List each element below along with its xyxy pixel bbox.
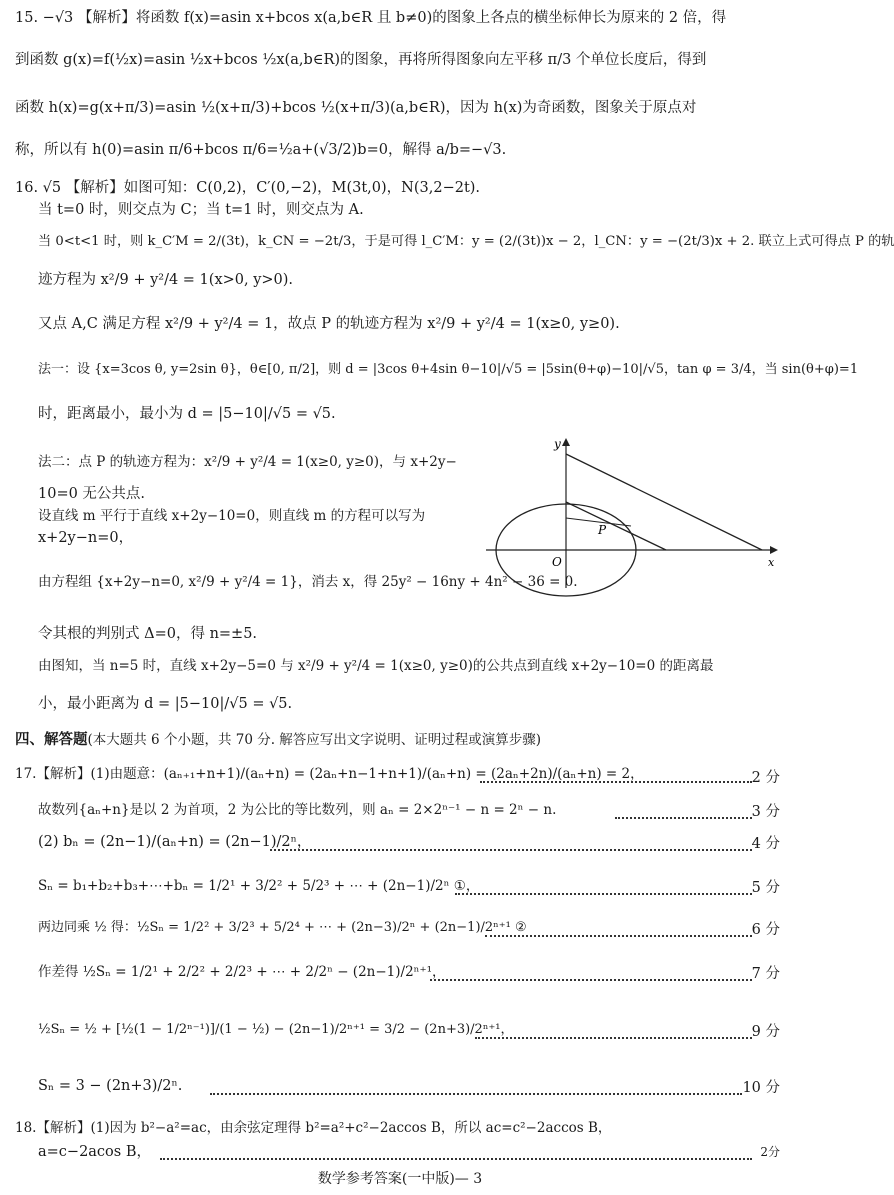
p16-line2: 当 t=0 时，则交点为 C；当 t=1 时，则交点为 A.: [38, 202, 364, 218]
p16-line8: 法二：点 P 的轨迹方程为：x²/9 + y²/4 = 1(x≥0, y≥0)，与 x+2y−: [38, 454, 457, 470]
p16-line9: 10=0 无公共点.: [38, 486, 146, 502]
section-four-heading: [15, 730, 780, 750]
p16-line15: 小，最小距离为 d = |5−10|/√5 = √5.: [38, 696, 293, 712]
p16-line5: 又点 A,C 满足方程 x²/9 + y²/4 = 1，故点 P 的轨迹方程为 x²/9 + y²/4 = 1(x≥0, y≥0).: [38, 316, 620, 332]
x-arrow: [770, 546, 778, 554]
p15-line3: 函数 h(x)=g(x+π/3)=asin ½(x+π/3)+bcos ½(x+π/3)(a,b∈R)，因为 h(x)为奇函数，图象关于原点对: [15, 100, 697, 116]
dot-leader-9: [160, 1158, 752, 1160]
page-footer: 数学参考答案(一中版)— 3: [317, 1171, 483, 1187]
p17-line8: Sₙ = 3 − (2n+3)/2ⁿ.: [38, 1078, 183, 1094]
score-6: 7 分: [751, 966, 780, 982]
section-four-note: (本大题共 6 个小题，共 70 分. 解答应写出文字说明、证明过程或演算步骤): [87, 732, 542, 748]
score-3: 4 分: [751, 836, 780, 852]
p18-line2: a=c−2acos B，: [38, 1144, 151, 1160]
p16-line1: 16. √5 【解析】如图可知：C(0,2)，C′(0,−2)，M(3t,0)，N(3,2−2t).: [15, 180, 481, 196]
p-label: P: [598, 523, 607, 537]
p16-line12: 由方程组 {x+2y−n=0, x²/9 + y²/4 = 1}，消去 x，得 25y² − 16ny + 4n² − 36 = 0.: [38, 574, 578, 590]
dot-leader-5: [485, 935, 752, 937]
dot-leader-1: [480, 781, 752, 783]
p16-line6: 法一：设 {x=3cos θ, y=2sin θ}，θ∈[0, π/2]，则 d = |3cos θ+4sin θ−10|/√5 = |5sin(θ+φ)−10|/√5，tan φ = 3/4，当 sin(θ+φ)=1: [38, 362, 859, 377]
score-9: 2分: [760, 1145, 780, 1159]
dot-leader-2: [615, 817, 752, 819]
p15-line2: 到函数 g(x)=f(½x)=asin ½x+bcos ½x(a,b∈R)的图象，再将所得图象向左平移 π/3 个单位长度后，得到: [15, 52, 707, 68]
line-x2y10: [566, 454, 762, 550]
p16-line7: 时，距离最小，最小为 d = |5−10|/√5 = √5.: [38, 406, 336, 422]
score-2: 3 分: [751, 804, 780, 820]
score-4: 5 分: [751, 880, 780, 896]
p16-line11: x+2y−n=0，: [38, 530, 134, 546]
origin-label: O: [552, 555, 562, 569]
p15-line1: 15. −√3 【解析】将函数 f(x)=asin x+bcos x(a,b∈R 且 b≠0)的图象上各点的横坐标伸长为原来的 2 倍，得: [15, 10, 727, 26]
score-1: 2 分: [751, 770, 780, 786]
dot-leader-8: [210, 1093, 742, 1095]
p17-line2: 故数列{aₙ+n}是以 2 为首项，2 为公比的等比数列，则 aₙ = 2×2ⁿ⁻¹ − n = 2ⁿ − n.: [38, 802, 557, 818]
dot-leader-3: [270, 849, 752, 851]
x-label: x: [768, 556, 775, 569]
p16-line4: 迹方程为 x²/9 + y²/4 = 1(x>0, y>0).: [38, 272, 294, 288]
p16-line3: 当 0<t<1 时，则 k_C′M = 2/(3t)，k_CN = −2t/3，于是可得 l_C′M：y = (2/(3t))x − 2，l_CN：y = −(2t/3)x + 2. 联立上式可得点 P 的轨: [38, 234, 894, 249]
p17-line1: 17.【解析】(1)由题意：(aₙ₊₁+n+1)/(aₙ+n) = (2aₙ+n−1+n+1)/(aₙ+n) = (2aₙ+2n)/(aₙ+n) = 2，: [15, 766, 644, 782]
p17-line4: Sₙ = b₁+b₂+b₃+⋯+bₙ = 1/2¹ + 3/2² + 5/2³ + ⋯ + (2n−1)/2ⁿ ①，: [38, 878, 480, 894]
p18-line1: 18.【解析】(1)因为 b²−a²=ac，由余弦定理得 b²=a²+c²−2accos B，所以 ac=c²−2accos B，: [15, 1120, 612, 1136]
score-7: 9 分: [751, 1024, 780, 1040]
p16-line14: 由图知，当 n=5 时，直线 x+2y−5=0 与 x²/9 + y²/4 = 1(x≥0, y≥0)的公共点到直线 x+2y−10=0 的距离最: [38, 658, 714, 674]
y-label: y: [554, 437, 561, 451]
score-8: 10 分: [742, 1080, 780, 1096]
dot-leader-6: [430, 979, 752, 981]
score-5: 6 分: [751, 922, 780, 938]
p17-line7: ½Sₙ = ½ + [½(1 − 1/2ⁿ⁻¹)]/(1 − ½) − (2n−1)/2ⁿ⁺¹ = 3/2 − (2n+3)/2ⁿ⁺¹，: [38, 1022, 514, 1037]
dot-leader-4: [455, 893, 752, 895]
p15-line4: 称，所以有 h(0)=asin π/6+bcos π/6=½a+(√3/2)b=0，解得 a/b=−√3.: [15, 142, 507, 158]
p17-line3: (2) bₙ = (2n−1)/(aₙ+n) = (2n−1)/2ⁿ，: [38, 834, 312, 850]
p17-line5: 两边同乘 ½ 得：½Sₙ = 1/2² + 3/2³ + 5/2⁴ + ⋯ + (2n−3)/2ⁿ + (2n−1)/2ⁿ⁺¹ ②: [38, 920, 527, 935]
p16-line10: 设直线 m 平行于直线 x+2y−10=0，则直线 m 的方程可以写为: [38, 508, 426, 524]
y-arrow: [562, 438, 570, 446]
dot-leader-7: [475, 1037, 752, 1039]
p16-line13: 令其根的判别式 Δ=0，得 n=±5.: [38, 626, 258, 642]
line-x2y5: [566, 502, 666, 550]
section-four-title: 四、解答题: [15, 731, 88, 748]
ellipse-graph: [486, 438, 786, 588]
p17-line6: 作差得 ½Sₙ = 1/2¹ + 2/2² + 2/2³ + ⋯ + 2/2ⁿ − (2n−1)/2ⁿ⁺¹，: [38, 964, 446, 980]
